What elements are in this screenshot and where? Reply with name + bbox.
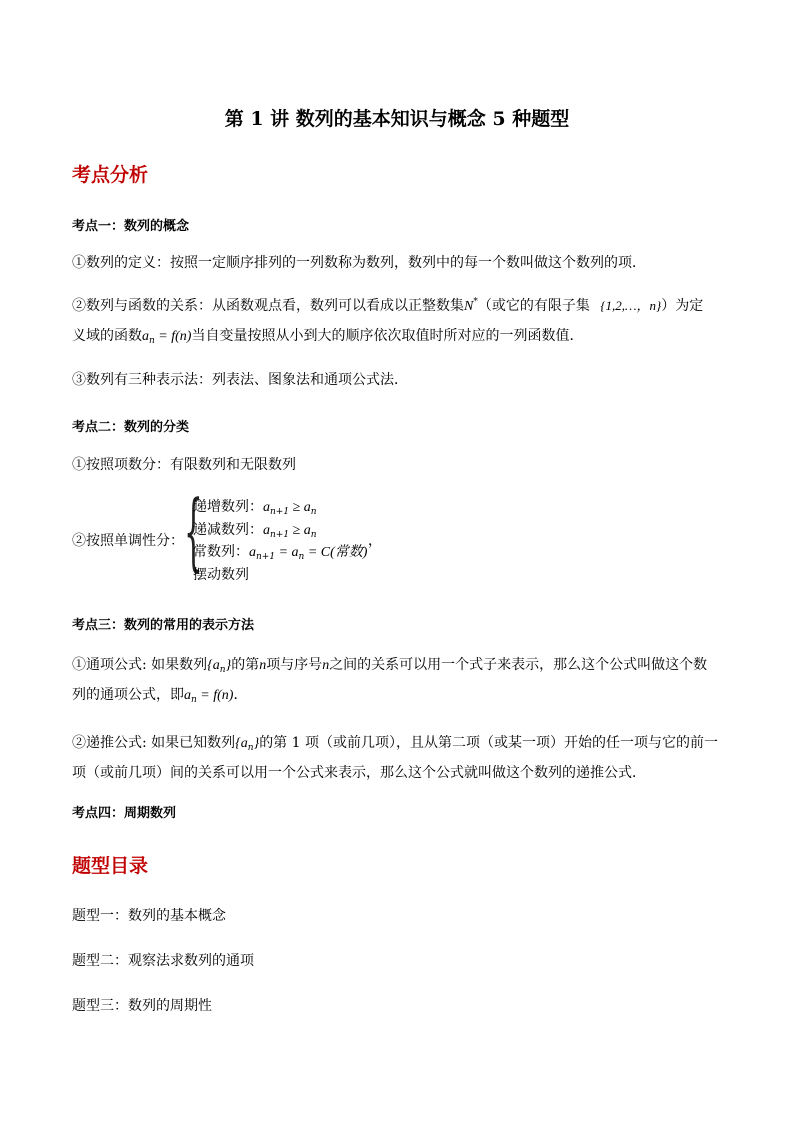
math: a	[263, 523, 270, 538]
trailing-comma: ，	[368, 533, 382, 549]
math: a	[263, 500, 270, 515]
math: n	[322, 658, 330, 673]
math-sub: n+1	[270, 507, 290, 517]
math: = f(n)	[196, 688, 234, 703]
math-sub: n	[219, 665, 226, 675]
math: = C(常数)	[304, 545, 368, 560]
left-brace: {	[184, 482, 203, 580]
toc-item: 题型二：观察法求数列的通项	[72, 953, 254, 969]
math: {a	[207, 658, 220, 673]
text: 之间的关系可以用一个式子来表示，那么这个公式叫做这个数	[329, 657, 708, 673]
text: 义域的函数	[72, 328, 142, 344]
text: 列的通项公式，即	[72, 687, 184, 703]
text: 当自变量按照从小到大的顺序依次取值时所对应的一列函数值．	[191, 328, 584, 344]
toc-item: 题型三：数列的周期性	[72, 998, 212, 1014]
kd1-definition: ①数列的定义：按照一定顺序排列的一列数称为数列，数列中的每一个数叫做这个数列的项．	[72, 255, 646, 271]
kd3-heading: 考点三：数列的常用的表示方法	[72, 618, 255, 633]
kd2-by-monotonic-label: ②按照单调性分：	[72, 533, 184, 549]
section-heading-analysis: 考点分析	[72, 164, 149, 186]
text: ①通项公式: 如果数列	[72, 657, 208, 673]
kd1-representations: ③数列有三种表示法：列表法、图象法和通项公式法．	[72, 372, 408, 388]
math: {a	[235, 736, 248, 751]
text: 递减数列：	[193, 522, 263, 538]
math-sub: n+1	[256, 552, 276, 562]
kd1-function-relation-line1	[72, 295, 703, 315]
math-sub: n	[247, 743, 254, 753]
text: ）为定	[661, 298, 704, 314]
text: ②递推公式: 如果已知数列	[72, 735, 236, 751]
math: a	[249, 545, 256, 560]
text: 常数列：	[193, 544, 249, 560]
kd1-function-relation-line2	[72, 325, 583, 346]
math-sub-n: n	[149, 336, 155, 346]
text: ．	[233, 687, 248, 703]
toc-item: 题型一：数列的基本概念	[72, 908, 226, 924]
text: ②数列与函数的关系：从函数观点看，数列可以看成以正整数集	[72, 298, 464, 314]
kd3-recursive-line1	[72, 732, 718, 753]
case-decreasing	[193, 519, 317, 540]
math: n	[259, 658, 267, 673]
math-sub: n	[191, 695, 197, 705]
text: 的第	[231, 657, 260, 673]
math: ≥ a	[289, 500, 311, 515]
math-set: {1,2,…，n}	[600, 298, 662, 313]
text: 递增数列：	[193, 499, 263, 515]
case-increasing	[193, 496, 317, 517]
kd2-heading: 考点二：数列的分类	[72, 420, 190, 435]
kd2-by-count: ①按照项数分：有限数列和无限数列	[72, 457, 296, 473]
kd3-general-term-line1	[72, 654, 707, 675]
kd3-recursive-line2: 项（或前几项）间的关系可以用一个公式来表示，那么这个公式就叫做这个数列的递推公式．	[72, 765, 646, 781]
case-constant	[193, 541, 367, 562]
math-sub: n	[310, 530, 317, 540]
page-title: 第 1 讲 数列的基本知识与概念 5 种题型	[224, 108, 570, 130]
math-sub: n	[310, 507, 317, 517]
math-N: N	[464, 299, 474, 314]
math: ≥ a	[289, 523, 311, 538]
kd3-general-term-line2	[72, 684, 247, 705]
kd4-heading: 考点四：周期数列	[72, 806, 177, 821]
case-oscillating: 摆动数列	[193, 567, 249, 583]
math-a: a	[142, 329, 149, 344]
text: （或它的有限子集	[477, 298, 590, 314]
text: 的第 1 项（或前几项），且从第二项（或某一项）开始的任一项与它的前一	[259, 735, 718, 751]
text: 项与序号	[266, 657, 323, 673]
math-sub: n+1	[270, 530, 290, 540]
kd1-heading: 考点一：数列的概念	[72, 219, 190, 234]
math: = a	[275, 545, 299, 560]
math: a	[184, 688, 191, 703]
math: }	[253, 736, 260, 751]
math-star: *	[473, 297, 478, 307]
section-heading-toc: 题型目录	[72, 855, 149, 877]
math-sub: n	[298, 552, 305, 562]
math-fn: = f(n)	[154, 329, 192, 344]
math: }	[225, 658, 232, 673]
